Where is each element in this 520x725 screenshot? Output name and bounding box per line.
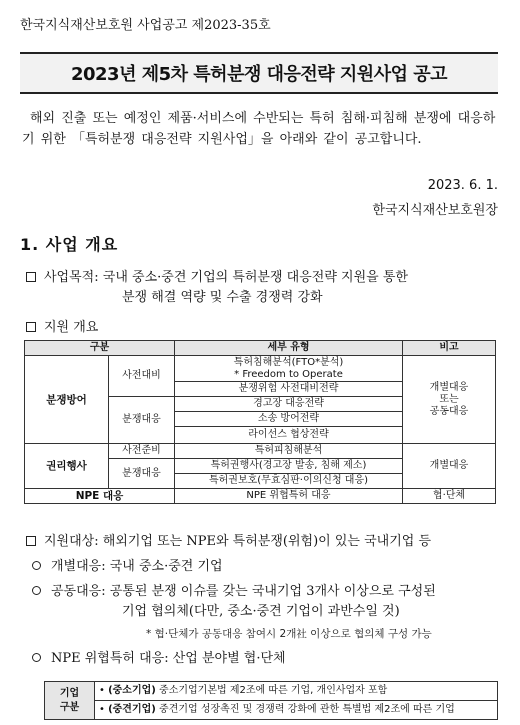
joint-item [32,582,502,622]
purpose-line2: 분쟁 해결 역량 및 수출 경쟁력 강화 [122,290,323,305]
circle-bullet-icon [32,653,41,662]
target-text: 지원대상: 해외기업 또는 NPE와 특허분쟁(위험)이 있는 국내기업 등 [44,534,432,549]
note-npe: 협·단체 [403,489,496,504]
table-header-category: 구분 [25,341,175,356]
joint-footnote: * 협·단체가 공동대응 참여시 2개社 이상으로 협의체 구성 가능 [146,628,432,640]
circle-bullet-icon [32,586,41,595]
box-bullet-icon [26,322,36,332]
detail-patent-enforcement: 특허권행사(경고장 발송, 침해 제소) [175,459,403,474]
subcategory-prevent: 사전대비 [109,356,175,397]
note-rights: 개별대응 [403,444,496,489]
sme-text: 중소기업기본법 제2조에 따른 기업, 개인사업자 포함 [155,685,388,696]
individual-text: 개별대응: 국내 중소·중견 기업 [51,559,223,574]
npe-item [32,649,286,669]
joint-line1: 공동대응: 공통된 분쟁 이슈를 갖는 국내기업 3개사 이상으로 구성된 [51,584,436,599]
section-heading-overview: 1. 사업 개요 [20,235,119,254]
target-item [26,532,506,552]
subcategory-rights-prepare: 사전준비 [109,444,175,459]
detail-warning-letter: 경고장 대응전략 [175,397,403,412]
detail-patent-protection: 특허권보호(무효심판·이의신청 대응) [175,474,403,489]
category-rights-exercise: 권리행사 [25,444,109,489]
box-bullet-icon [26,272,36,282]
support-overview-heading [26,318,98,338]
table-header-note: 비고 [403,341,496,356]
intro-paragraph: 해외 진출 또는 예정인 제품·서비스에 수반되는 특허 침해·피침해 분쟁에 대응하기 위한 「특허분쟁 대응전략 지원사업」을 아래와 같이 공고합니다. [22,111,496,147]
announcement-date: 2023. 6. 1. [427,178,498,193]
table-header-detail: 세부 유형 [175,341,403,356]
purpose-line1: 국내 중소·중견 기업의 특허분쟁 대응전략 지원을 통한 [102,270,408,285]
joint-line2: 기업 협의체(다만, 중소·중견 기업이 과반수일 것) [122,604,400,619]
circle-bullet-icon [32,561,41,570]
category-dispute-defense: 분쟁방어 [25,356,109,444]
support-heading-text: 지원 개요 [44,320,99,335]
announcement-number: 한국지식재산보호원 사업공고 제2023-35호 [20,18,271,33]
title-banner [20,52,498,94]
detail-npe: NPE 위협특허 대응 [175,489,403,504]
midsize-text: 중견기업 성장촉진 및 경쟁력 강화에 관한 특별법 제2조에 따른 기업 [155,704,455,715]
support-overview-table [24,340,496,504]
detail-risk-strategy: 분쟁위험 사전대비전략 [175,382,403,397]
subcategory-respond: 분쟁대응 [109,397,175,444]
company-label: 기업 구분 [45,682,95,720]
subcategory-rights-respond: 분쟁대응 [109,459,175,489]
detail-fto-analysis: 특허침해분석(FTO*분석) * Freedom to Operate [175,356,403,382]
midsize-label: (중견기업) [108,704,156,715]
company-classification-table [44,681,498,720]
note-dispute: 개별대응 또는 공동대응 [403,356,496,444]
detail-infringement-analysis: 특허피침해분석 [175,444,403,459]
sme-label: (중소기업) [108,685,156,696]
category-npe: NPE 대응 [25,489,175,504]
purpose-item [26,268,496,308]
box-bullet-icon [26,536,36,546]
company-row-sme: • (중소기업) 중소기업기본법 제2조에 따른 기업, 개인사업자 포함 [95,682,498,701]
issuer-name: 한국지식재산보호원장 [372,203,498,218]
page-title: 2023년 제5차 특허분쟁 대응전략 지원사업 공고 [70,64,448,85]
purpose-label: 사업목적: [44,270,99,285]
detail-litigation: 소송 방어전략 [175,412,403,427]
individual-item [32,557,223,577]
npe-text: NPE 위협특허 대응: 산업 분야별 협·단체 [51,651,286,666]
detail-license: 라이선스 협상전략 [175,427,403,444]
company-row-midsize: • (중견기업) 중견기업 성장촉진 및 경쟁력 강화에 관한 특별법 제2조에 따른 기업 [95,701,498,720]
